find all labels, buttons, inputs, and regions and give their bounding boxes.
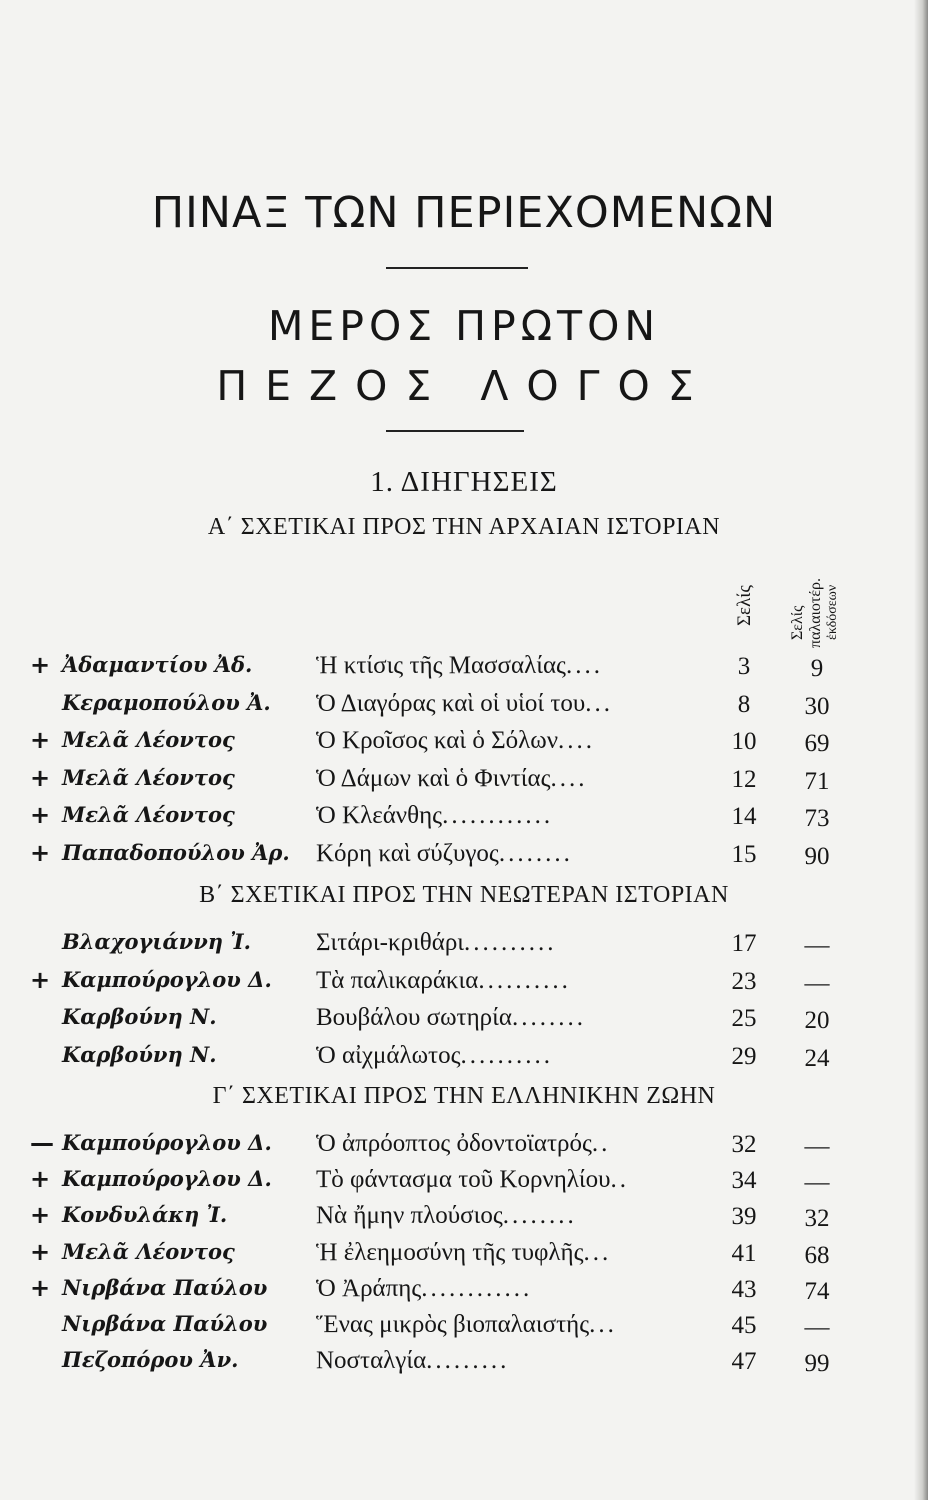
story-title bbox=[316, 967, 691, 995]
group-heading: Γ΄ ΣΧΕΤΙΚΑΙ ΠΡΟΣ ΤΗΝ ΕΛΛΗΝΙΚΗΝ ΖΩΗΝ bbox=[212, 1083, 716, 1109]
old-edition-page: 68 bbox=[804, 1241, 830, 1269]
toc-row bbox=[0, 765, 928, 801]
page-number: 12 bbox=[731, 765, 757, 793]
author-name: Μελᾶ Λέοντος bbox=[62, 802, 235, 827]
leader-dots: ........ bbox=[498, 839, 573, 867]
story-title bbox=[316, 765, 691, 793]
leader-dots: .......... bbox=[460, 1041, 553, 1069]
margin-mark: + bbox=[30, 1165, 51, 1194]
leader-dots: .... bbox=[550, 764, 588, 792]
author-name: Καρβούνη Ν. bbox=[62, 1041, 217, 1067]
story-title-text: Νὰ ἤμην πλούσιος bbox=[316, 1202, 503, 1230]
toc-row bbox=[0, 652, 928, 688]
story-title-text: Σιτάρι-κριθάρι bbox=[316, 929, 465, 956]
page-number: 39 bbox=[731, 1203, 757, 1231]
story-title bbox=[316, 1347, 691, 1375]
author-name: Κονδυλάκη Ἰ. bbox=[62, 1202, 228, 1228]
margin-mark: + bbox=[30, 801, 51, 829]
old-edition-page: 99 bbox=[804, 1350, 830, 1378]
divider-rule bbox=[386, 430, 524, 432]
page-number: 34 bbox=[731, 1167, 757, 1195]
author-name: Νιρβάνα Παύλου bbox=[62, 1311, 268, 1336]
leader-dots: ............ bbox=[421, 1274, 533, 1302]
page-number: 3 bbox=[737, 653, 751, 680]
old-edition-page: 9 bbox=[810, 655, 824, 682]
old-edition-page: — bbox=[804, 1133, 830, 1160]
old-edition-page: 74 bbox=[804, 1277, 830, 1305]
part-heading: ΜΕΡΟΣ ΠΡΩΤΟΝ bbox=[267, 302, 661, 350]
leader-dots: ... bbox=[585, 689, 614, 717]
toc-row bbox=[0, 840, 928, 876]
leader-dots: ... bbox=[583, 1238, 612, 1266]
leader-dots: ........ bbox=[502, 1202, 577, 1230]
story-title-text: Ὁ Δάμων καὶ ὁ Φιντίας bbox=[316, 764, 551, 792]
toc-row bbox=[0, 1347, 928, 1383]
story-title bbox=[316, 1042, 691, 1070]
page-number: 23 bbox=[731, 967, 757, 995]
page-number: 8 bbox=[737, 690, 751, 718]
toc-row bbox=[0, 967, 928, 1003]
author-name: Μελᾶ Λέοντος bbox=[62, 764, 235, 790]
leader-dots: .... bbox=[565, 652, 603, 679]
author-name: Μελᾶ Λέοντος bbox=[62, 727, 235, 752]
story-title-text: Ἡ ἐλεημοσύνη τῆς τυφλῆς bbox=[316, 1238, 584, 1266]
toc-row bbox=[0, 802, 928, 838]
leader-dots: .... bbox=[558, 727, 596, 754]
margin-mark: + bbox=[30, 965, 51, 994]
story-title-text: Ὁ Κλεάνθης bbox=[316, 802, 443, 829]
old-edition-page: 32 bbox=[804, 1205, 830, 1233]
old-edition-page: 73 bbox=[804, 805, 830, 832]
author-name: Κεραμοπούλου Ἀ. bbox=[62, 689, 271, 715]
toc-row bbox=[0, 1166, 928, 1202]
leader-dots: ......... bbox=[426, 1347, 510, 1375]
story-title-text: Νοσταλγία bbox=[316, 1347, 427, 1375]
group-heading: Β΄ ΣΧΕΤΙΚΑΙ ΠΡΟΣ ΤΗΝ ΝΕΩΤΕΡΑΝ ΙΣΤΟΡΙΑΝ bbox=[199, 882, 729, 908]
page-title: ΠΙΝΑΞ ΤΩΝ ΠΕΡΙΕΧΟΜΕΝΩΝ bbox=[151, 188, 777, 238]
page-number: 45 bbox=[731, 1312, 757, 1339]
column-header-old-page-2: παλαιοτέρ. bbox=[807, 577, 824, 648]
leader-dots: .......... bbox=[478, 966, 571, 994]
page-number: 15 bbox=[731, 840, 757, 868]
old-edition-page: 24 bbox=[804, 1044, 830, 1072]
story-title bbox=[316, 1239, 691, 1267]
story-title-text: Ὁ Ἀράπης bbox=[316, 1274, 422, 1302]
story-title bbox=[316, 929, 691, 957]
column-header-old-page-3: ἐκδόσεων bbox=[825, 584, 840, 640]
story-title-text: Ἕνας μικρὸς βιοπαλαιστής bbox=[316, 1311, 590, 1338]
margin-mark: + bbox=[30, 838, 51, 867]
toc-row bbox=[0, 1275, 928, 1311]
page-number: 14 bbox=[731, 803, 757, 830]
author-name: Παπαδοπούλου Ἀρ. bbox=[62, 839, 290, 865]
page-number: 10 bbox=[731, 728, 757, 755]
old-edition-page: — bbox=[804, 932, 830, 959]
author-name: Βλαχογιάννη Ἰ. bbox=[62, 929, 251, 954]
story-title bbox=[316, 1202, 691, 1230]
story-title-text: Τὰ παλικαράκια bbox=[316, 966, 479, 994]
page-number: 43 bbox=[731, 1275, 757, 1303]
toc-row bbox=[0, 1239, 928, 1275]
old-edition-page: — bbox=[804, 1314, 830, 1341]
leader-dots: .. bbox=[610, 1166, 630, 1194]
leader-dots: .. bbox=[591, 1130, 611, 1157]
story-title-text: Ὁ Διαγόρας καὶ οἱ υἱοί του bbox=[316, 689, 586, 717]
old-edition-page: 71 bbox=[804, 767, 830, 795]
toc-row bbox=[0, 1130, 928, 1166]
toc-row bbox=[0, 1042, 928, 1078]
story-title bbox=[316, 1130, 691, 1158]
story-title bbox=[316, 652, 691, 680]
story-title bbox=[316, 727, 691, 755]
margin-mark: + bbox=[30, 726, 51, 754]
author-name: Καμπούρογλου Δ. bbox=[62, 1130, 272, 1155]
margin-mark: + bbox=[30, 1273, 51, 1302]
leader-dots: ... bbox=[589, 1311, 617, 1338]
margin-mark: + bbox=[30, 1237, 51, 1266]
story-title bbox=[316, 1275, 691, 1303]
column-header-old-page-1: Σελίς bbox=[789, 605, 806, 640]
toc-row bbox=[0, 1004, 928, 1040]
kind-heading: ΠΕΖΟΣ ΛΟΓΟΣ bbox=[216, 362, 712, 410]
author-name: Καμπούρογλου Δ. bbox=[62, 966, 272, 992]
author-name: Ἀδαμαντίου Ἀδ. bbox=[62, 652, 253, 677]
story-title bbox=[316, 690, 691, 718]
old-edition-page: — bbox=[804, 1169, 830, 1197]
toc-row bbox=[0, 1202, 928, 1238]
old-edition-page: 69 bbox=[804, 730, 830, 757]
story-title-text: Ὁ Κροῖσος καὶ ὁ Σόλων bbox=[316, 727, 559, 754]
author-name: Νιρβάνα Παύλου bbox=[62, 1274, 268, 1300]
old-edition-page: — bbox=[804, 969, 830, 997]
story-title-text: Κόρη καὶ σύζυγος bbox=[316, 839, 499, 867]
leader-dots: ........ bbox=[511, 1004, 586, 1031]
old-edition-page: 20 bbox=[804, 1007, 830, 1034]
story-title-text: Ὁ αἰχμάλωτος bbox=[316, 1041, 461, 1069]
story-title bbox=[316, 1311, 691, 1339]
section-heading: 1. ΔΙΗΓΗΣΕΙΣ bbox=[370, 466, 558, 498]
toc-row bbox=[0, 929, 928, 965]
column-header-page: Σελίς bbox=[734, 585, 755, 626]
page-number: 25 bbox=[731, 1005, 757, 1032]
page-number: 41 bbox=[731, 1239, 757, 1267]
story-title-text: Τὸ φάντασμα τοῦ Κορνηλίου bbox=[316, 1166, 611, 1194]
old-edition-page: 30 bbox=[804, 692, 830, 720]
margin-mark: + bbox=[30, 651, 51, 679]
divider-rule bbox=[386, 267, 528, 269]
margin-mark: + bbox=[30, 1201, 51, 1230]
story-title bbox=[316, 1004, 691, 1032]
page-number: 17 bbox=[731, 930, 757, 957]
page-number: 29 bbox=[731, 1042, 757, 1070]
story-title bbox=[316, 1166, 691, 1194]
author-name: Μελᾶ Λέοντος bbox=[62, 1238, 235, 1264]
group-heading: Α΄ ΣΧΕΤΙΚΑΙ ΠΡΟΣ ΤΗΝ ΑΡΧΑΙΑΝ ΙΣΤΟΡΙΑΝ bbox=[207, 514, 721, 540]
story-title bbox=[316, 840, 691, 868]
author-name: Καρβούνη Ν. bbox=[62, 1004, 217, 1029]
story-title bbox=[316, 802, 691, 830]
toc-row bbox=[0, 1311, 928, 1347]
toc-row bbox=[0, 690, 928, 726]
page-number: 47 bbox=[731, 1348, 757, 1376]
toc-row bbox=[0, 727, 928, 763]
leader-dots: ............ bbox=[442, 802, 554, 829]
margin-mark: + bbox=[30, 763, 51, 792]
author-name: Καμπούρογλου Δ. bbox=[62, 1166, 272, 1192]
story-title-text: Ὁ ἀπρόοπτος ὀδοντοϊατρός bbox=[316, 1130, 592, 1157]
leader-dots: .......... bbox=[464, 929, 557, 956]
story-title-text: Ἡ κτίσις τῆς Μασσαλίας bbox=[316, 652, 566, 679]
story-title-text: Βουβάλου σωτηρία bbox=[316, 1004, 512, 1031]
page-number: 32 bbox=[731, 1131, 757, 1158]
old-edition-page: 90 bbox=[804, 842, 830, 870]
author-name: Πεζοπόρου Ἀν. bbox=[62, 1347, 239, 1373]
margin-mark: — bbox=[30, 1129, 54, 1157]
